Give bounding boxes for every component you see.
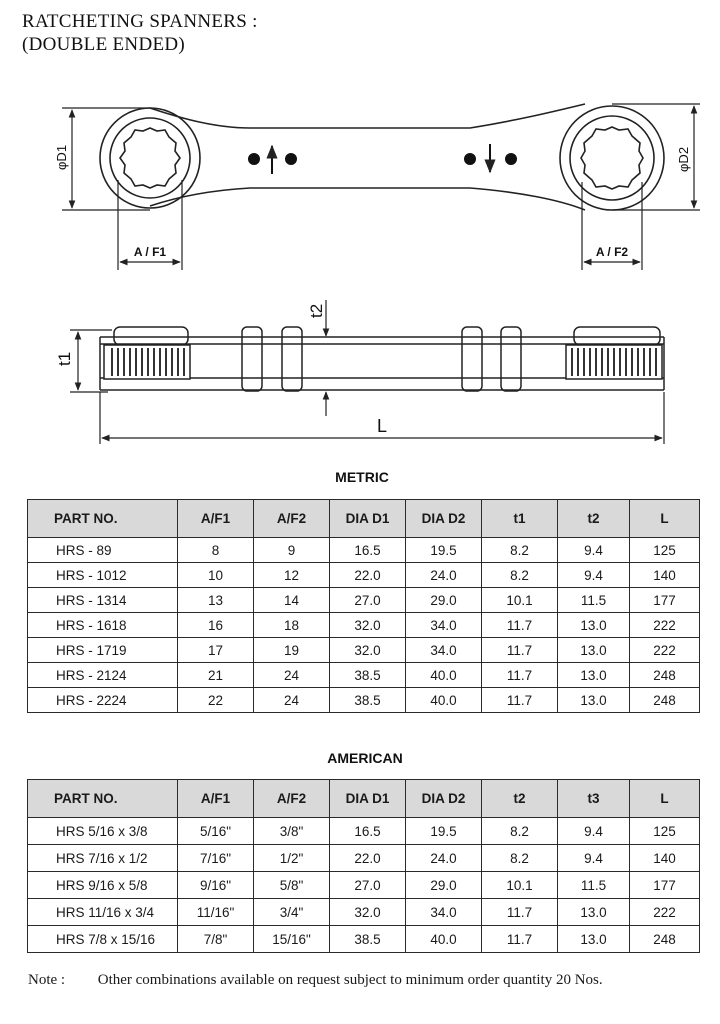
note-label: Note :: [28, 972, 66, 988]
table-cell: 13.0: [558, 926, 630, 953]
part-number-cell: HRS - 1012: [28, 563, 178, 588]
metric-spec-table: [27, 499, 700, 713]
table-row: [28, 538, 700, 563]
table-cell: 22: [178, 688, 254, 713]
label-af2: A / F2: [595, 245, 629, 259]
table-cell: 7/16": [178, 845, 254, 872]
label-af1: A / F1: [133, 245, 167, 259]
table-cell: 24.0: [406, 563, 482, 588]
american-spec-table: [27, 779, 700, 953]
column-header: t2: [482, 780, 558, 818]
column-header: DIA D1: [330, 780, 406, 818]
left-ring-inner: [110, 118, 190, 198]
table-cell: 5/8": [254, 872, 330, 899]
table-cell: 40.0: [406, 926, 482, 953]
table-cell: 8: [178, 538, 254, 563]
table-cell: 13.0: [558, 613, 630, 638]
part-number-cell: HRS - 2124: [28, 663, 178, 688]
right-socket-12-point: [581, 127, 643, 189]
table-cell: 11.5: [558, 872, 630, 899]
table-cell: 38.5: [330, 926, 406, 953]
column-header: t3: [558, 780, 630, 818]
part-number-cell: HRS - 2224: [28, 688, 178, 713]
spanner-technical-drawing: [0, 0, 720, 460]
left-ring-outer: [100, 108, 200, 208]
table-cell: 22.0: [330, 845, 406, 872]
label-t1: t1: [55, 351, 74, 366]
american-section-title: AMERICAN: [327, 750, 403, 766]
table-cell: 1/2": [254, 845, 330, 872]
table-cell: 27.0: [330, 872, 406, 899]
table-cell: 9/16": [178, 872, 254, 899]
table-cell: 40.0: [406, 663, 482, 688]
part-number-cell: HRS - 1719: [28, 638, 178, 663]
rivet: [248, 153, 260, 165]
footer-note: [28, 972, 708, 989]
table-cell: 8.2: [482, 538, 558, 563]
title-line-2: (DOUBLE ENDED): [22, 34, 186, 55]
table-cell: 140: [630, 845, 700, 872]
table-cell: 16: [178, 613, 254, 638]
table-cell: 9.4: [558, 845, 630, 872]
table-cell: 24.0: [406, 845, 482, 872]
rivet: [464, 153, 476, 165]
right-ring-outer: [560, 106, 664, 210]
table-row: [28, 872, 700, 899]
table-cell: 248: [630, 926, 700, 953]
table-cell: 17: [178, 638, 254, 663]
table-cell: 11.7: [482, 926, 558, 953]
table-cell: 3/4": [254, 899, 330, 926]
table-cell: 24: [254, 663, 330, 688]
table-cell: 11.7: [482, 638, 558, 663]
table-cell: 7/8": [178, 926, 254, 953]
table-row: [28, 688, 700, 713]
label-d1: φD1: [54, 144, 69, 170]
table-cell: 13.0: [558, 899, 630, 926]
table-cell: 13.0: [558, 638, 630, 663]
column-header: L: [630, 780, 700, 818]
table-cell: 38.5: [330, 663, 406, 688]
table-cell: 16.5: [330, 818, 406, 845]
table-cell: 3/8": [254, 818, 330, 845]
table-row: [28, 663, 700, 688]
part-number-cell: HRS 7/16 x 1/2: [28, 845, 178, 872]
table-cell: 18: [254, 613, 330, 638]
part-number-cell: HRS 7/8 x 15/16: [28, 926, 178, 953]
label-l: L: [376, 416, 388, 436]
table-cell: 9.4: [558, 818, 630, 845]
table-cell: 140: [630, 563, 700, 588]
table-cell: 34.0: [406, 613, 482, 638]
table-cell: 14: [254, 588, 330, 613]
table-cell: 34.0: [406, 638, 482, 663]
table-row: [28, 845, 700, 872]
table-cell: 9.4: [558, 538, 630, 563]
table-cell: 11/16": [178, 899, 254, 926]
table-header-row: [28, 500, 700, 538]
table-row: [28, 818, 700, 845]
table-cell: 11.7: [482, 613, 558, 638]
table-cell: 177: [630, 588, 700, 613]
table-cell: 8.2: [482, 818, 558, 845]
table-row: [28, 613, 700, 638]
table-cell: 8.2: [482, 563, 558, 588]
spanner-top-view: [100, 104, 664, 210]
dimension-d1: [62, 108, 150, 210]
ratchet-gear-right: [572, 348, 656, 376]
part-number-cell: HRS - 89: [28, 538, 178, 563]
table-header-row: [28, 780, 700, 818]
table-cell: 5/16": [178, 818, 254, 845]
table-cell: 10.1: [482, 588, 558, 613]
table-row: [28, 926, 700, 953]
table-cell: 177: [630, 872, 700, 899]
spanner-body-outline: [150, 104, 585, 210]
label-t2: t2: [307, 303, 326, 318]
table-cell: 22.0: [330, 563, 406, 588]
table-cell: 15/16": [254, 926, 330, 953]
table-cell: 34.0: [406, 899, 482, 926]
table-cell: 21: [178, 663, 254, 688]
table-cell: 40.0: [406, 688, 482, 713]
table-row: [28, 588, 700, 613]
table-cell: 32.0: [330, 638, 406, 663]
column-header: DIA D1: [330, 500, 406, 538]
table-cell: 29.0: [406, 588, 482, 613]
table-cell: 13.0: [558, 663, 630, 688]
part-number-cell: HRS - 1314: [28, 588, 178, 613]
part-number-cell: HRS 5/16 x 3/8: [28, 818, 178, 845]
column-header: DIA D2: [406, 780, 482, 818]
part-number-cell: HRS 11/16 x 3/4: [28, 899, 178, 926]
table-cell: 32.0: [330, 899, 406, 926]
table-cell: 16.5: [330, 538, 406, 563]
table-cell: 125: [630, 538, 700, 563]
table-cell: 38.5: [330, 688, 406, 713]
part-number-cell: HRS - 1618: [28, 613, 178, 638]
column-header: t2: [558, 500, 630, 538]
table-cell: 11.7: [482, 663, 558, 688]
table-cell: 29.0: [406, 872, 482, 899]
table-cell: 32.0: [330, 613, 406, 638]
table-cell: 13: [178, 588, 254, 613]
table-cell: 19.5: [406, 818, 482, 845]
table-cell: 222: [630, 613, 700, 638]
table-cell: 10: [178, 563, 254, 588]
table-cell: 10.1: [482, 872, 558, 899]
metric-section-title: METRIC: [335, 469, 389, 485]
table-cell: 19: [254, 638, 330, 663]
table-cell: 222: [630, 899, 700, 926]
note-text: Other combinations available on request subject to minimum order quantity 20 Nos.: [97, 972, 603, 988]
rivet: [285, 153, 297, 165]
table-cell: 11.5: [558, 588, 630, 613]
column-header: A/F2: [254, 500, 330, 538]
table-row: [28, 638, 700, 663]
part-number-cell: HRS 9/16 x 5/8: [28, 872, 178, 899]
table-row: [28, 899, 700, 926]
column-header: A/F2: [254, 780, 330, 818]
table-cell: 9: [254, 538, 330, 563]
table-row: [28, 563, 700, 588]
column-header: A/F1: [178, 780, 254, 818]
left-socket-12-point: [120, 128, 180, 188]
column-header: A/F1: [178, 500, 254, 538]
column-header: PART NO.: [28, 500, 178, 538]
column-header: L: [630, 500, 700, 538]
table-cell: 11.7: [482, 688, 558, 713]
table-cell: 12: [254, 563, 330, 588]
table-cell: 13.0: [558, 688, 630, 713]
table-cell: 11.7: [482, 899, 558, 926]
label-d2: φD2: [676, 146, 691, 172]
column-header: PART NO.: [28, 780, 178, 818]
table-cell: 248: [630, 663, 700, 688]
rivet: [505, 153, 517, 165]
column-header: DIA D2: [406, 500, 482, 538]
table-cell: 248: [630, 688, 700, 713]
table-cell: 9.4: [558, 563, 630, 588]
table-cell: 125: [630, 818, 700, 845]
table-cell: 27.0: [330, 588, 406, 613]
table-cell: 24: [254, 688, 330, 713]
column-header: t1: [482, 500, 558, 538]
title-line-1: RATCHETING SPANNERS :: [22, 11, 258, 32]
table-cell: 8.2: [482, 845, 558, 872]
table-cell: 19.5: [406, 538, 482, 563]
table-cell: 222: [630, 638, 700, 663]
